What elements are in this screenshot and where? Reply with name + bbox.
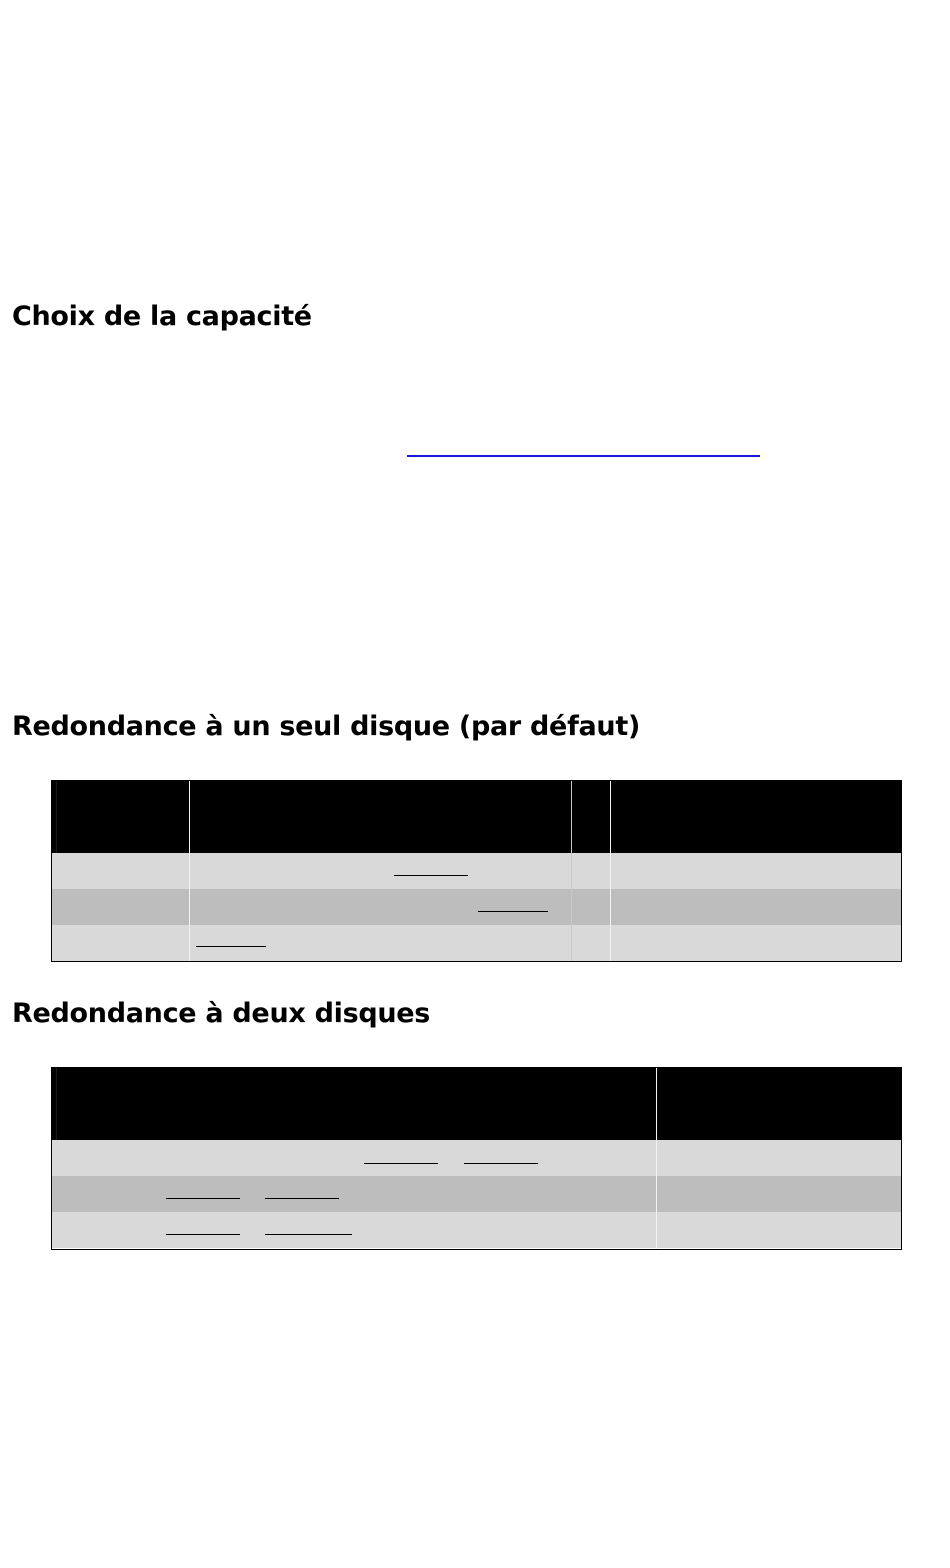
section-title-single-redundancy: Redondance à un seul disque (par défaut) — [12, 711, 640, 742]
table-row — [52, 1176, 901, 1212]
table-header-row — [52, 781, 901, 853]
cell-link[interactable] — [364, 1163, 438, 1164]
cell-link[interactable] — [464, 1163, 538, 1164]
column-divider — [656, 1068, 657, 1249]
capacity-link[interactable] — [407, 455, 760, 457]
table-row — [52, 889, 901, 925]
section-title-capacity: Choix de la capacité — [12, 301, 312, 332]
table-row — [52, 1140, 901, 1176]
column-divider — [56, 1068, 57, 1140]
cell-link[interactable] — [265, 1198, 339, 1199]
cell-link[interactable] — [166, 1198, 240, 1199]
table-row — [52, 1212, 901, 1248]
table-row — [52, 925, 901, 961]
dual-redundancy-table — [51, 1067, 902, 1250]
column-divider — [571, 781, 572, 961]
column-divider — [189, 781, 190, 961]
table-header-row — [52, 1068, 901, 1140]
cell-link[interactable] — [478, 911, 548, 912]
column-divider — [56, 781, 57, 853]
cell-link[interactable] — [394, 875, 468, 876]
section-title-dual-redundancy: Redondance à deux disques — [12, 998, 431, 1029]
cell-link[interactable] — [265, 1234, 352, 1235]
column-divider — [610, 781, 611, 961]
cell-link[interactable] — [196, 946, 266, 947]
single-redundancy-table — [51, 780, 902, 962]
cell-link[interactable] — [166, 1234, 240, 1235]
table-row — [52, 853, 901, 889]
